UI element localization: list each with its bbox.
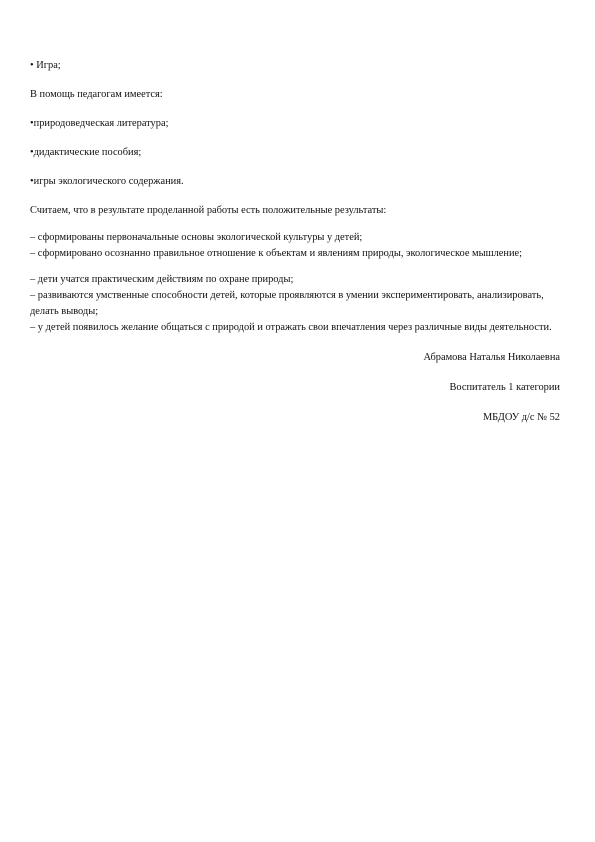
result-item: – у детей появилось желание общаться с природой и отражать свои впечатления через различные виды деятельности. [30, 322, 552, 333]
result-item: – сформированы первоначальные основы экологической культуры у детей; [30, 232, 363, 243]
result-item: – сформировано осознанно правильное отношение к объектам и явлениям природы, экологическое мышление; [30, 248, 523, 259]
author-name: Абрамова Наталья Николаевна [423, 352, 560, 363]
signature-block [30, 350, 560, 426]
list-item-game: • Игра; [30, 60, 61, 71]
author-position: Воспитатель 1 категории [449, 382, 560, 393]
result-item: – развиваются умственные способности детей, которые проявляются в умении экспериментировать, анализировать, делать выводы; [30, 290, 544, 317]
list-item-literature: •природоведческая литература; [30, 118, 169, 129]
document-body [30, 58, 560, 426]
list-item-didactic-aids: •дидактические пособия; [30, 147, 142, 158]
list-item-eco-games: •игры экологического содержания. [30, 176, 184, 187]
results-group-2 [30, 272, 560, 336]
resources-heading: В помощь педагогам имеется: [30, 89, 163, 100]
results-group-1 [30, 230, 560, 262]
author-organization: МБДОУ д/с № 52 [482, 412, 560, 423]
result-item: – дети учатся практическим действиям по охране природы; [30, 274, 294, 285]
results-heading: Считаем, что в результате проделанной работы есть положительные результаты: [30, 205, 387, 216]
